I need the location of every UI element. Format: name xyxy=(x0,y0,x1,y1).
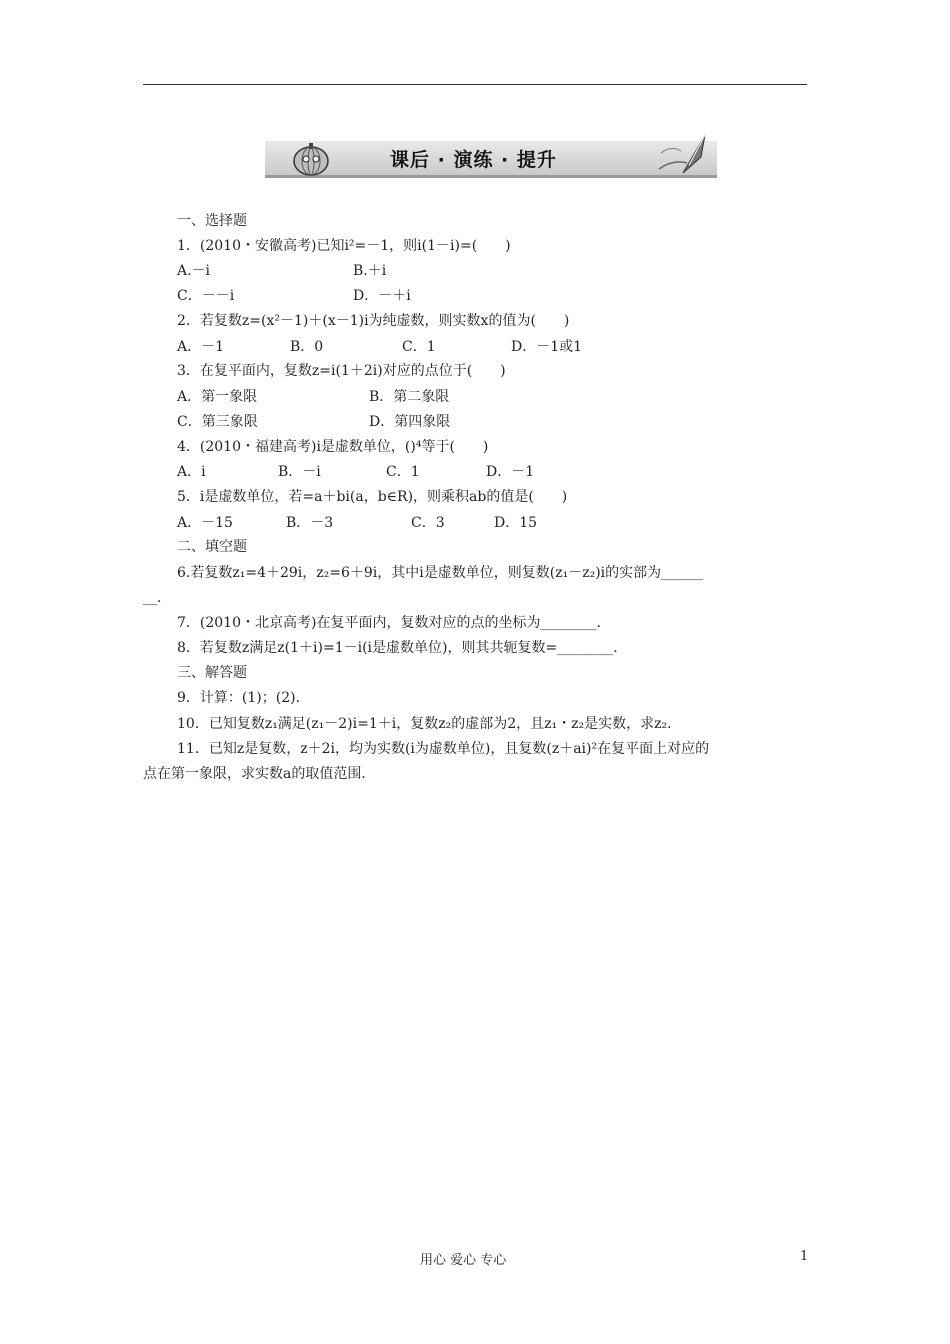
question-2-option-c: C．1 xyxy=(402,339,436,355)
question-5-option-d: D．15 xyxy=(494,515,538,531)
banner-title: 课后 · 演练 · 提升 xyxy=(390,149,557,171)
question-2-option-d: D．－1或1 xyxy=(511,339,583,355)
question-4-option-c: C．1 xyxy=(386,464,420,480)
question-5-stem: 5．i是虚数单位，若=a＋bi(a，b∈R)，则乘积ab的值是( ) xyxy=(177,489,568,505)
question-4-stem: 4．(2010・福建高考)i是虚数单位，()⁴等于( ) xyxy=(177,439,489,455)
question-7: 7．(2010・北京高考)在复平面内，复数对应的点的坐标为________． xyxy=(177,615,611,631)
question-9: 9．计算：(1)；(2)． xyxy=(177,690,310,706)
question-11-line-2: 点在第一象限，求实数a的取值范围． xyxy=(143,766,376,782)
question-11-line-1: 11．已知z是复数，z＋2i，均为实数(i为虚数单位)，且复数(z＋ai)²在复平面上对应的 xyxy=(177,741,710,757)
question-5-option-a: A．－15 xyxy=(177,515,233,531)
question-1-option-c: C．－－i xyxy=(177,288,235,304)
question-3-option-d: D．第四象限 xyxy=(369,414,451,430)
quill-pen-icon xyxy=(653,133,709,175)
question-1-option-d: D．－＋i xyxy=(353,288,411,304)
question-6-line-1: 6.若复数z₁=4＋29i，z₂=6＋9i，其中i是虚数单位，则复数(z₁－z₂)i的实部为______ xyxy=(177,565,704,581)
question-2-option-b: B．0 xyxy=(290,339,324,355)
question-3-stem: 3．在复平面内，复数z=i(1＋2i)对应的点位于( ) xyxy=(177,363,506,379)
question-10: 10．已知复数z₁满足(z₁－2)i=1＋i，复数z₂的虚部为2，且z₁・z₂是实数，求z₂． xyxy=(177,716,682,732)
question-4-option-d: D．－1 xyxy=(486,464,535,480)
question-3-option-c: C．第三象限 xyxy=(177,414,258,430)
page-number: 1 xyxy=(800,1249,809,1264)
question-2-option-a: A．－1 xyxy=(177,339,225,355)
footer-slogan: 用心 爱心 专心 xyxy=(420,1253,507,1268)
pumpkin-emblem-icon xyxy=(291,139,331,179)
question-8: 8．若复数z满足z(1＋i)=1－i(i是虚数单位)，则其共轭复数=________． xyxy=(177,640,628,656)
section-heading-fill: 二、填空题 xyxy=(177,539,247,555)
question-6-line-2: __. xyxy=(143,590,162,606)
question-1-option-a: A.－i xyxy=(177,263,211,279)
question-5-option-c: C．3 xyxy=(411,515,445,531)
question-5-option-b: B．－3 xyxy=(286,515,334,531)
question-2-stem: 2．若复数z=(x²－1)＋(x－1)i为纯虚数，则实数x的值为( ) xyxy=(177,313,570,329)
question-1-stem: 1．(2010・安徽高考)已知i²=－1，则i(1－i)=( ) xyxy=(177,238,511,254)
header-rule xyxy=(143,84,807,85)
question-1-option-b: B.＋i xyxy=(353,263,387,279)
section-heading-choice: 一、选择题 xyxy=(177,213,247,229)
section-heading-solve: 三、解答题 xyxy=(177,665,247,681)
section-banner xyxy=(265,133,717,179)
question-4-option-a: A．i xyxy=(177,464,206,480)
question-4-option-b: B．－i xyxy=(278,464,321,480)
question-3-option-b: B．第二象限 xyxy=(369,389,450,405)
question-3-option-a: A．第一象限 xyxy=(177,389,258,405)
